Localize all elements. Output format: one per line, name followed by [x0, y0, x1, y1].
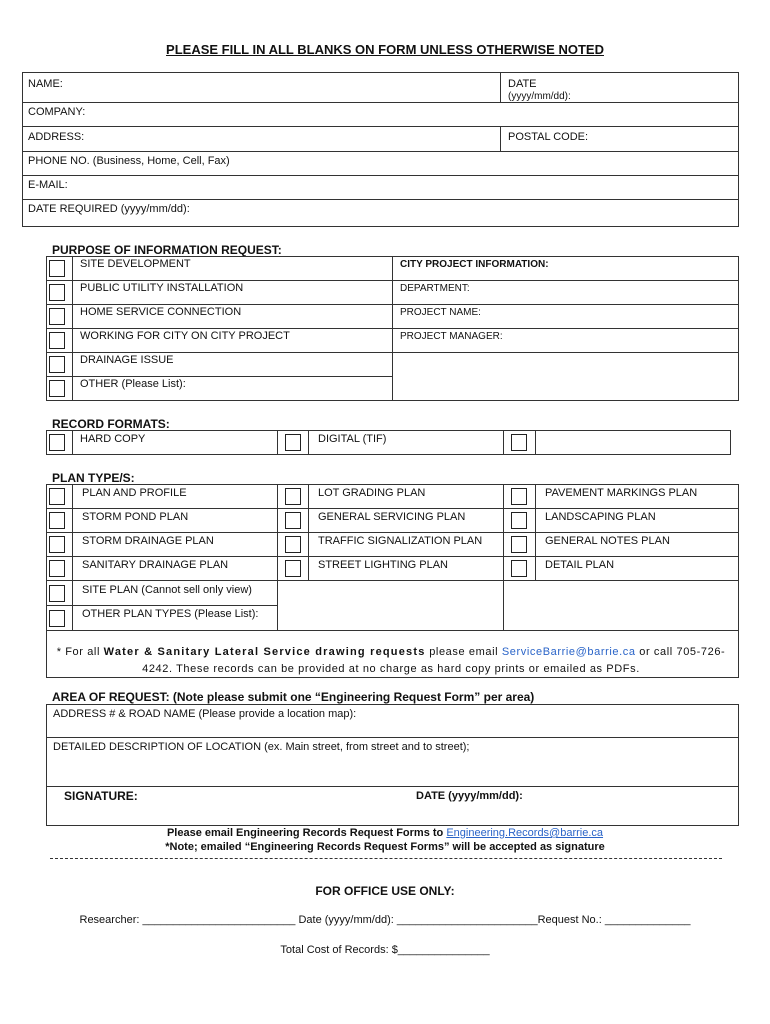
storm-pond-checkbox[interactable]	[49, 512, 65, 529]
project-manager-field[interactable]: PROJECT MANAGER:	[400, 331, 503, 342]
phone-field[interactable]: PHONE NO. (Business, Home, Cell, Fax)	[28, 155, 230, 167]
divider	[46, 352, 739, 353]
postal-code-field[interactable]: POSTAL CODE:	[508, 131, 589, 143]
purpose-option-label: WORKING FOR CITY ON CITY PROJECT	[80, 330, 290, 342]
city-project-checkbox[interactable]	[49, 332, 65, 349]
date-required-field[interactable]: DATE REQUIRED (yyyy/mm/dd):	[28, 203, 190, 215]
address-field[interactable]: ADDRESS:	[28, 131, 85, 143]
plan-type-label: STORM DRAINAGE PLAN	[82, 535, 214, 547]
office-researcher-line: Researcher: _________________________ Date (yyyy/mm/dd): _______________________Request No.: ______________	[79, 914, 691, 926]
date-format-label: (yyyy/mm/dd):	[508, 91, 571, 102]
sanitary-drainage-checkbox[interactable]	[49, 560, 65, 577]
other-plan-types-field[interactable]: OTHER PLAN TYPES (Please List):	[82, 608, 259, 620]
signature-date-field[interactable]: DATE (yyyy/mm/dd):	[416, 790, 523, 802]
office-cost-line: Total Cost of Records: $_______________	[280, 944, 490, 956]
divider	[22, 126, 739, 127]
purpose-option-label: DRAINAGE ISSUE	[80, 354, 174, 366]
format-label: HARD COPY	[80, 433, 146, 445]
email-instructions	[0, 827, 770, 839]
department-field[interactable]: DEPARTMENT:	[400, 283, 470, 294]
divider	[46, 328, 739, 329]
email-instructions-text: Please email Engineering Records Request Forms to	[166, 827, 444, 839]
format-label: DIGITAL (TIF)	[318, 433, 387, 445]
company-field[interactable]: COMPANY:	[28, 106, 86, 118]
records-email-link[interactable]: Engineering.Records@barrie.ca	[446, 827, 604, 839]
home-service-checkbox[interactable]	[49, 308, 65, 325]
plan-type-label: STORM POND PLAN	[82, 511, 189, 523]
purpose-option-label: HOME SERVICE CONNECTION	[80, 306, 242, 318]
divider	[277, 430, 278, 455]
location-description-field[interactable]: DETAILED DESCRIPTION OF LOCATION (ex. Main street, from street and to street);	[53, 741, 470, 753]
name-field[interactable]: NAME:	[28, 78, 63, 90]
blank-format-checkbox[interactable]	[511, 434, 527, 451]
divider	[72, 484, 73, 630]
divider	[46, 532, 739, 533]
divider	[46, 508, 739, 509]
divider	[308, 430, 309, 455]
site-development-checkbox[interactable]	[49, 260, 65, 277]
plan-type-label: TRAFFIC SIGNALIZATION PLAN	[318, 535, 483, 547]
divider	[503, 430, 504, 455]
note-emphasis: Water & Sanitary Lateral Service drawing requests	[103, 646, 426, 658]
lateral-service-note	[46, 644, 736, 678]
purpose-option-label[interactable]: OTHER (Please List):	[80, 378, 186, 390]
purpose-heading: PURPOSE OF INFORMATION REQUEST:	[52, 243, 282, 257]
divider	[535, 430, 536, 455]
traffic-signalization-checkbox[interactable]	[285, 536, 301, 553]
general-notes-checkbox[interactable]	[511, 536, 527, 553]
form-title: PLEASE FILL IN ALL BLANKS ON FORM UNLESS OTHERWISE NOTED	[166, 42, 604, 57]
street-lighting-checkbox[interactable]	[285, 560, 301, 577]
storm-drainage-checkbox[interactable]	[49, 536, 65, 553]
divider	[22, 199, 739, 200]
plan-type-label: PAVEMENT MARKINGS PLAN	[545, 487, 698, 499]
other-purpose-checkbox[interactable]	[49, 380, 65, 397]
record-formats-heading: RECORD FORMATS:	[52, 417, 170, 431]
note-middle: please email	[429, 646, 499, 658]
record-formats-box	[46, 430, 731, 455]
site-plan-checkbox[interactable]	[49, 585, 65, 602]
divider	[46, 786, 739, 787]
divider	[500, 72, 501, 102]
plan-type-label: PLAN AND PROFILE	[82, 487, 187, 499]
email-field[interactable]: E-MAIL:	[28, 179, 68, 191]
plan-type-label: LANDSCAPING PLAN	[545, 511, 656, 523]
divider	[22, 102, 739, 103]
plan-type-label: GENERAL NOTES PLAN	[545, 535, 670, 547]
office-use-heading: FOR OFFICE USE ONLY:	[315, 884, 455, 898]
digital-tif-checkbox[interactable]	[285, 434, 301, 451]
service-email-link[interactable]: ServiceBarrie@barrie.ca	[501, 646, 636, 658]
purpose-option-label: SITE DEVELOPMENT	[80, 258, 191, 270]
divider	[46, 376, 392, 377]
cut-line	[50, 858, 722, 859]
area-box	[46, 704, 739, 826]
divider	[46, 556, 739, 557]
plan-type-label: SANITARY DRAINAGE PLAN	[82, 559, 229, 571]
divider	[46, 630, 739, 631]
public-utility-checkbox[interactable]	[49, 284, 65, 301]
divider	[46, 605, 277, 606]
divider	[503, 484, 504, 630]
city-project-info-heading: CITY PROJECT INFORMATION:	[400, 259, 549, 270]
date-field[interactable]: DATE	[508, 78, 537, 90]
plan-and-profile-checkbox[interactable]	[49, 488, 65, 505]
plan-type-label: LOT GRADING PLAN	[318, 487, 426, 499]
divider	[22, 175, 739, 176]
plan-type-label: STREET LIGHTING PLAN	[318, 559, 448, 571]
note-suffix: or call 705-726-4242. These records can be provided at no charge as hard copy prints or emailed as PDFs.	[142, 646, 726, 675]
divider	[277, 484, 278, 630]
divider	[72, 430, 73, 455]
detail-plan-checkbox[interactable]	[511, 560, 527, 577]
other-plan-types-checkbox[interactable]	[49, 610, 65, 627]
note-prefix: For all	[65, 646, 100, 658]
pavement-markings-checkbox[interactable]	[511, 488, 527, 505]
general-servicing-checkbox[interactable]	[285, 512, 301, 529]
landscaping-checkbox[interactable]	[511, 512, 527, 529]
drainage-issue-checkbox[interactable]	[49, 356, 65, 373]
project-name-field[interactable]: PROJECT NAME:	[400, 307, 481, 318]
plan-type-label: DETAIL PLAN	[545, 559, 615, 571]
divider	[46, 737, 739, 738]
area-heading: AREA OF REQUEST: (Note please submit one “Engineering Request Form” per area)	[52, 690, 535, 704]
purpose-option-label: PUBLIC UTILITY INSTALLATION	[80, 282, 244, 294]
plan-type-label: GENERAL SERVICING PLAN	[318, 511, 466, 523]
divider	[500, 126, 501, 151]
plan-types-heading: PLAN TYPE/S:	[52, 471, 135, 485]
lot-grading-checkbox[interactable]	[285, 488, 301, 505]
note-star: *	[56, 646, 62, 658]
divider	[46, 304, 739, 305]
hard-copy-checkbox[interactable]	[49, 434, 65, 451]
divider	[22, 151, 739, 152]
plan-type-label: SITE PLAN (Cannot sell only view)	[82, 584, 252, 596]
address-road-field[interactable]: ADDRESS # & ROAD NAME (Please provide a location map):	[53, 708, 357, 720]
signature-note: *Note; emailed “Engineering Records Request Forms” will be accepted as signature	[165, 841, 605, 853]
divider	[46, 280, 739, 281]
signature-field[interactable]: SIGNATURE:	[64, 789, 138, 803]
divider	[46, 580, 739, 581]
